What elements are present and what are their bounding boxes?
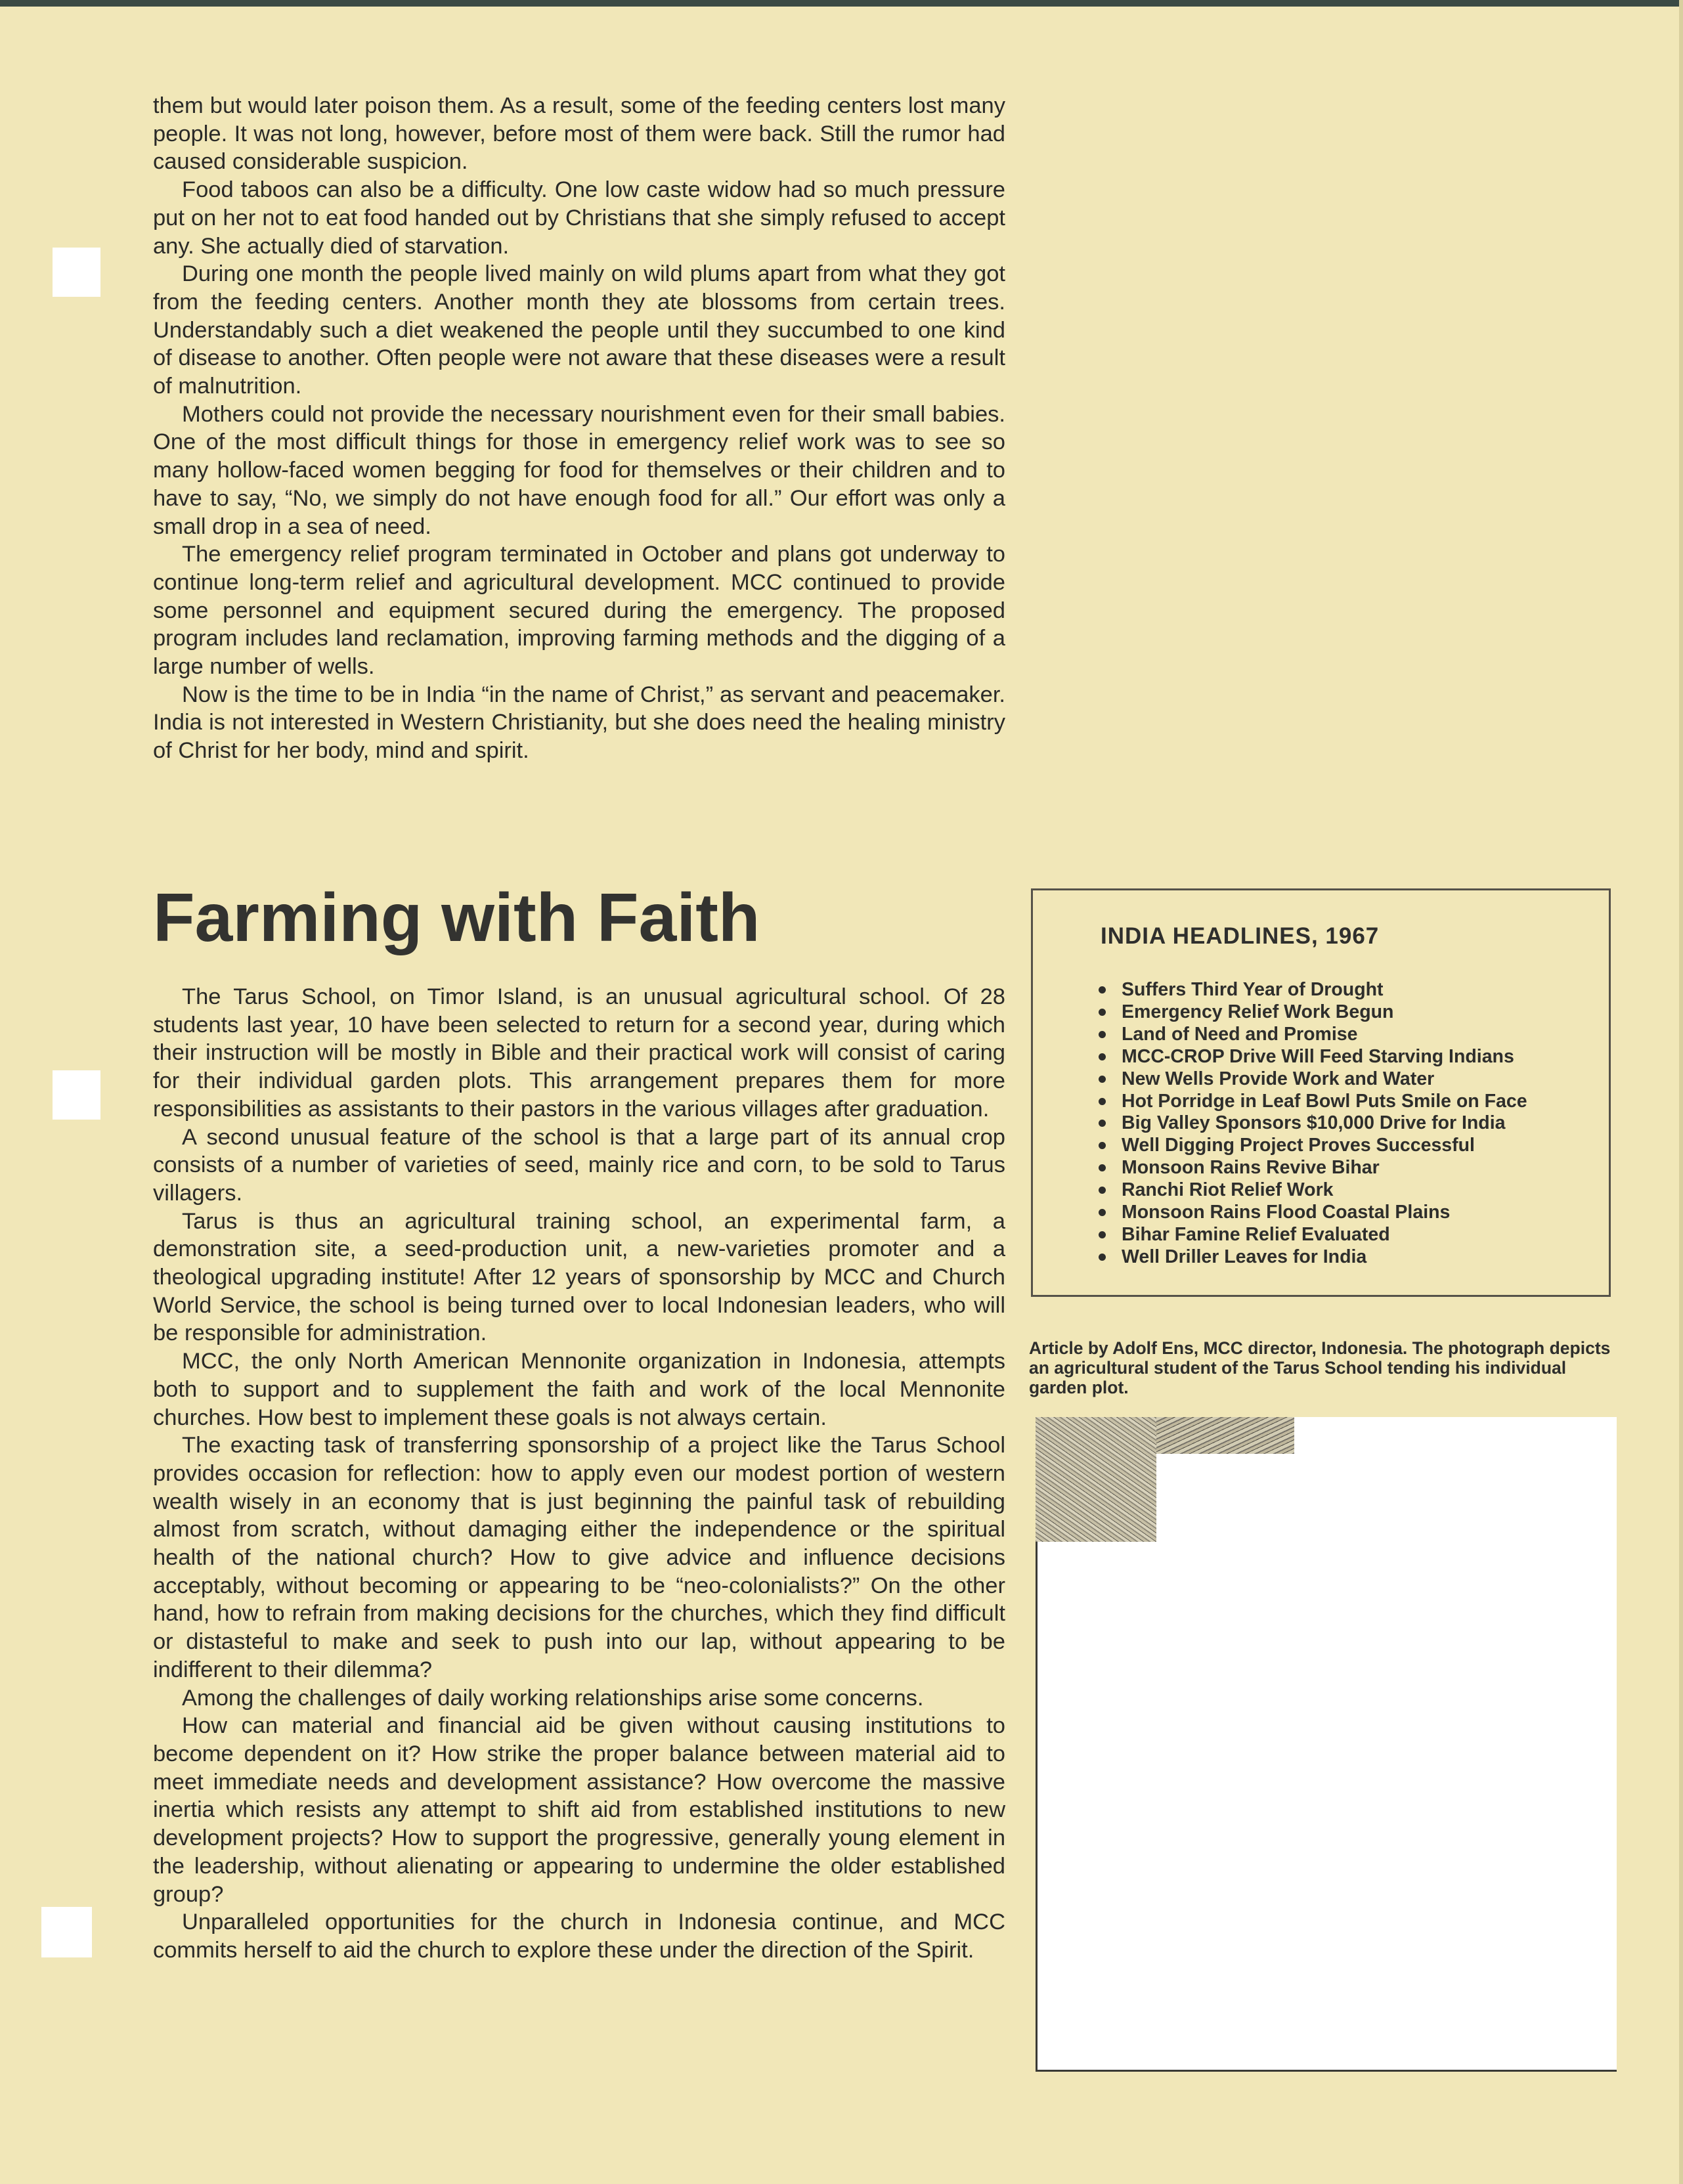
headline-text: Suffers Third Year of Drought	[1122, 979, 1384, 1000]
bullet-icon	[1099, 1254, 1106, 1261]
paragraph: The emergency relief program terminated in October and plans got underway to continue long-term relief and agricultural development. MCC continued to provide some personnel and equipment secured during the emergency. The proposed program includes land reclamation, improving farming methods and the digging of a large number of wells.	[153, 542, 1005, 680]
paragraph: The exacting task of transferring sponsorship of a project like the Tarus School provides occasion for reflection: how to apply even our modest portion of western wealth wisely in an economy that is just beginning the painful task of rebuilding almost from scratch, without damaging either the independence or the spiritual health of the national church? How to give advice and influence decisions acceptably, without becoming or appearing to be “neo-colonialists?” On the other hand, how to refrain from making decisions for the churches, which they find difficult or distasteful to make and seek to push into our lap, without appearing to be indifferent to their dilemma?	[153, 1433, 1005, 1682]
headline-text: Well Driller Leaves for India	[1122, 1246, 1367, 1267]
india-headlines-box	[1031, 888, 1611, 1297]
headline-text: Big Valley Sponsors $10,000 Drive for India	[1122, 1112, 1506, 1134]
bullet-icon	[1099, 1098, 1106, 1105]
headline-item	[1099, 1001, 1527, 1024]
headline-list	[1099, 979, 1527, 1269]
article-title: Farming with Faith	[153, 880, 760, 956]
paragraph: Mothers could not provide the necessary nourishment even for their small babies. One of the most difficult things for those in emergency relief work was to see so many hollow-faced women begging for food for themselves or their children and to have to say, “No, we simply do not have enough food for all.” Our effort was only a small drop in a sea of need.	[153, 401, 1005, 539]
paragraph: Now is the time to be in India “in the name of Christ,” as servant and peacemaker. India is not interested in Western Christianity, but she does need the healing ministry of Christ for her body, mind and spirit.	[153, 682, 1005, 764]
photo-texture	[1036, 1417, 1156, 1542]
headline-text: Monsoon Rains Flood Coastal Plains	[1122, 1202, 1451, 1223]
headline-item	[1099, 1202, 1527, 1224]
paragraph: Food taboos can also be a difficulty. One low caste widow had so much pressure put on her not to eat food handed out by Christians that she simply refused to accept any. She actually died of starvation.	[153, 177, 1005, 259]
headline-text: Emergency Relief Work Begun	[1122, 1001, 1394, 1022]
headline-item	[1099, 1246, 1527, 1269]
scan-top-edge	[0, 0, 1683, 7]
bullet-icon	[1099, 1053, 1106, 1060]
bullet-icon	[1099, 1187, 1106, 1194]
headline-text: Land of Need and Promise	[1122, 1023, 1358, 1045]
headline-text: New Wells Provide Work and Water	[1122, 1068, 1435, 1089]
headline-text: Monsoon Rains Revive Bihar	[1122, 1157, 1380, 1179]
headline-text: MCC-CROP Drive Will Feed Starving Indians	[1122, 1045, 1514, 1067]
sidebar-title: INDIA HEADLINES, 1967	[1101, 923, 1380, 949]
headline-item	[1099, 1046, 1527, 1068]
paragraph: The Tarus School, on Timor Island, is an unusual agricultural school. Of 28 students last year, 10 have been selected to return for a second year, during which their instruction will be mostly in Bible and their practical work will consist of caring for their individual garden plots. This arrangement prepares them for more responsibilities as assistants to their pastors in the various villages after graduation.	[153, 984, 1005, 1122]
headline-item	[1099, 1179, 1527, 1202]
headline-item	[1099, 1112, 1527, 1135]
headline-text: Bihar Famine Relief Evaluated	[1122, 1223, 1390, 1245]
photo-texture	[1156, 1417, 1294, 1454]
paragraph: Tarus is thus an agricultural training school, an experimental farm, a demonstration site, a seed-production unit, a new-varieties promoter and a theological upgrading institute! After 12 years of sponsorship by MCC and Church World Service, the school is being turned over to local Indonesian leaders, who will be responsible for administration.	[153, 1208, 1005, 1346]
bullet-icon	[1099, 1076, 1106, 1083]
headline-text: Ranchi Riot Relief Work	[1122, 1179, 1334, 1201]
bullet-icon	[1099, 1164, 1106, 1171]
article-body	[153, 983, 1005, 1965]
top-text-column	[153, 92, 1005, 765]
headline-item	[1099, 1024, 1527, 1046]
headline-item	[1099, 1135, 1527, 1157]
bullet-icon	[1099, 986, 1106, 994]
headline-item	[1099, 1068, 1527, 1091]
headline-item	[1099, 979, 1527, 1001]
headline-text: Hot Porridge in Leaf Bowl Puts Smile on Face	[1122, 1090, 1527, 1112]
bullet-icon	[1099, 1142, 1106, 1149]
headline-item	[1099, 1157, 1527, 1179]
bullet-icon	[1099, 1231, 1106, 1238]
bullet-icon	[1099, 1009, 1106, 1016]
headline-item	[1099, 1224, 1527, 1246]
paragraph: Unparalleled opportunities for the church in Indonesia continue, and MCC commits herself to aid the church to explore these under the direction of the Spirit.	[153, 1910, 1005, 1963]
paragraph: them but would later poison them. As a result, some of the feeding centers lost many people. It was not long, however, before most of them were back. Still the rumor had caused considerable suspicion.	[153, 93, 1005, 175]
paragraph: MCC, the only North American Mennonite organization in Indonesia, attempts both to support and to supplement the faith and work of the local Mennonite churches. How best to implement these goals is not always certain.	[153, 1349, 1005, 1430]
garden-plot-photograph	[1036, 1417, 1617, 2072]
paragraph: Among the challenges of daily working relationships arise some concerns.	[182, 1685, 924, 1711]
scan-right-edge	[1679, 0, 1683, 2184]
bullet-icon	[1099, 1120, 1106, 1127]
registration-marker	[53, 1070, 100, 1120]
registration-marker	[41, 1907, 92, 1957]
registration-marker	[53, 248, 100, 297]
paragraph: A second unusual feature of the school is that a large part of its annual crop consists of a number of varieties of seed, mainly rice and corn, to be sold to Tarus villagers.	[153, 1124, 1005, 1206]
paragraph: How can material and financial aid be given without causing institutions to become dependent on it? How strike the proper balance between material aid to meet immediate needs and development assistance? How overcome the massive inertia which resists any attempt to shift aid from established institutions to new development projects? How to support the progressive, generally young element in the leadership, without alienating or appearing to undermine the older established group?	[153, 1713, 1005, 1907]
paragraph: During one month the people lived mainly on wild plums apart from what they got from the feeding centers. Another month they ate blossoms from certain trees. Understandably such a diet weakened the people until they succumbed to one kind of disease to another. Often people were not aware that these diseases were a result of malnutrition.	[153, 261, 1005, 399]
headline-text: Well Digging Project Proves Successful	[1122, 1135, 1475, 1156]
photo-caption: Article by Adolf Ens, MCC director, Indonesia. The photograph depicts an agricultural student of the Tarus School tending his individual garden plot.	[1029, 1338, 1611, 1397]
headline-item	[1099, 1091, 1527, 1113]
bullet-icon	[1099, 1209, 1106, 1216]
bullet-icon	[1099, 1031, 1106, 1038]
